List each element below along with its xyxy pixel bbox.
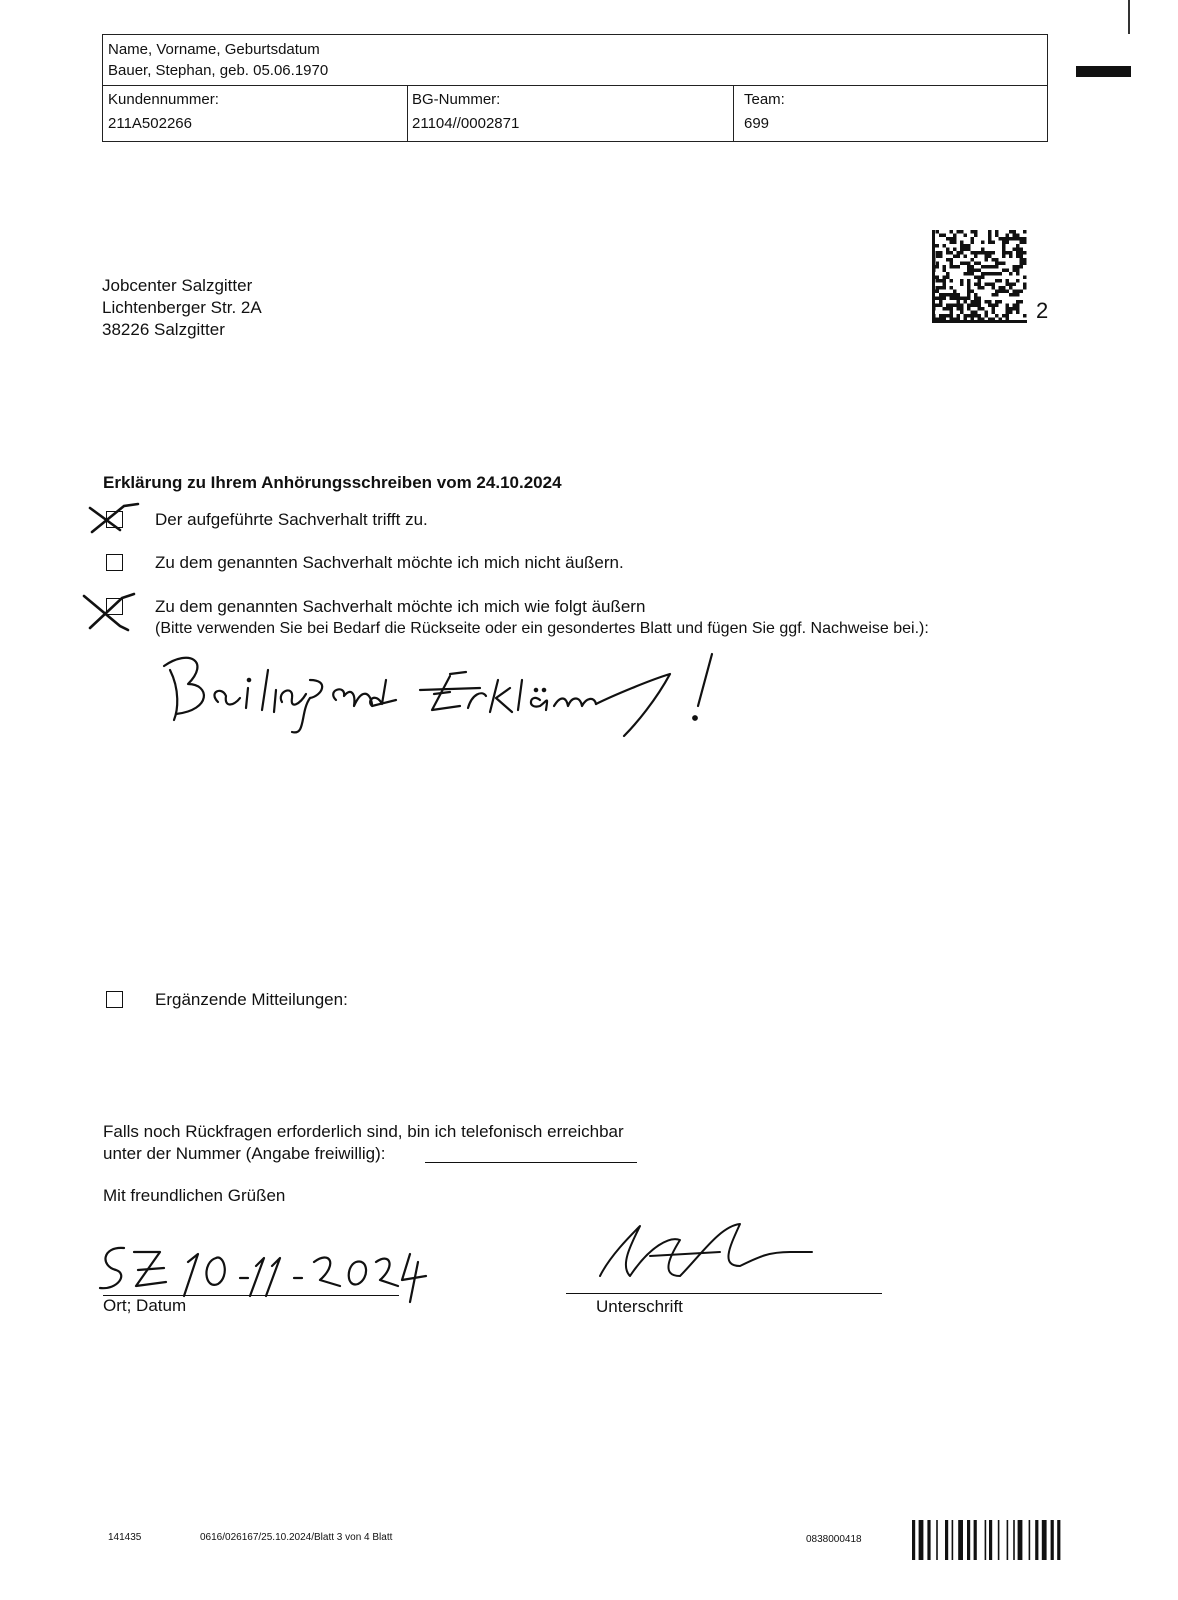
handwritten-signature (590, 1216, 820, 1286)
checkbox-option-2[interactable] (106, 554, 123, 571)
kundennummer-value: 211A502266 (108, 115, 192, 132)
recipient-line-1: Jobcenter Salzgitter (102, 276, 253, 295)
team-label: Team: (744, 91, 785, 108)
phone-number-field[interactable] (425, 1162, 637, 1163)
option-3-label: Zu dem genannten Sachverhalt möchte ich mich wie folgt äußern (155, 597, 646, 616)
option-2-label: Zu dem genannten Sachverhalt möchte ich mich nicht äußern. (155, 553, 624, 572)
contact-line-2: unter der Nummer (Angabe freiwillig): (103, 1144, 386, 1163)
footer-right-code: 0838000418 (806, 1534, 862, 1545)
name-row (103, 35, 1047, 86)
recipient-address (102, 275, 262, 341)
barcode (912, 1520, 1100, 1560)
datamatrix-code (932, 230, 1027, 323)
header-table (102, 34, 1048, 142)
signature-label: Unterschrift (596, 1297, 683, 1316)
team-cell (733, 85, 1047, 141)
name-label: Name, Vorname, Geburtsdatum (108, 41, 320, 58)
bg-nummer-label: BG-Nummer: (412, 91, 501, 108)
team-value: 699 (744, 115, 770, 132)
name-value: Bauer, Stephan, geb. 05.06.1970 (108, 62, 329, 79)
footer-left-code: 141435 (108, 1532, 142, 1543)
scan-edge-mark (1076, 66, 1131, 77)
scan-edge-line (1128, 0, 1130, 34)
kundennummer-cell (103, 85, 408, 141)
cross-mark-icon (80, 590, 142, 634)
form-title: Erklärung zu Ihrem Anhörungsschreiben vom 24.10.2024 (103, 473, 562, 492)
handwritten-answer (150, 640, 730, 740)
signature-line[interactable] (566, 1293, 882, 1294)
footer-document-reference: 0616/026167/25.10.2024/Blatt 3 von 4 Blatt (200, 1532, 393, 1543)
bg-nummer-cell (407, 85, 734, 141)
kundennummer-label: Kundennummer: (108, 91, 219, 108)
checkbox-option-4[interactable] (106, 991, 123, 1008)
option-3-hint: (Bitte verwenden Sie bei Bedarf die Rückseite oder ein gesondertes Blatt und fügen Sie ggf. Nachweise bei.): (155, 620, 929, 637)
cross-mark-icon (86, 502, 144, 536)
page-marker: 2 (1036, 298, 1049, 323)
recipient-line-2: Lichtenberger Str. 2A (102, 298, 262, 317)
recipient-line-3: 38226 Salzgitter (102, 320, 225, 339)
place-date-label: Ort; Datum (103, 1296, 187, 1315)
contact-line-1: Falls noch Rückfragen erforderlich sind, bin ich telefonisch erreichbar (103, 1122, 624, 1141)
option-4-label: Ergänzende Mitteilungen: (155, 990, 348, 1009)
closing-greeting: Mit freundlichen Grüßen (103, 1186, 286, 1205)
option-1-label: Der aufgeführte Sachverhalt trifft zu. (155, 510, 428, 529)
bg-nummer-value: 21104//0002871 (412, 115, 520, 132)
